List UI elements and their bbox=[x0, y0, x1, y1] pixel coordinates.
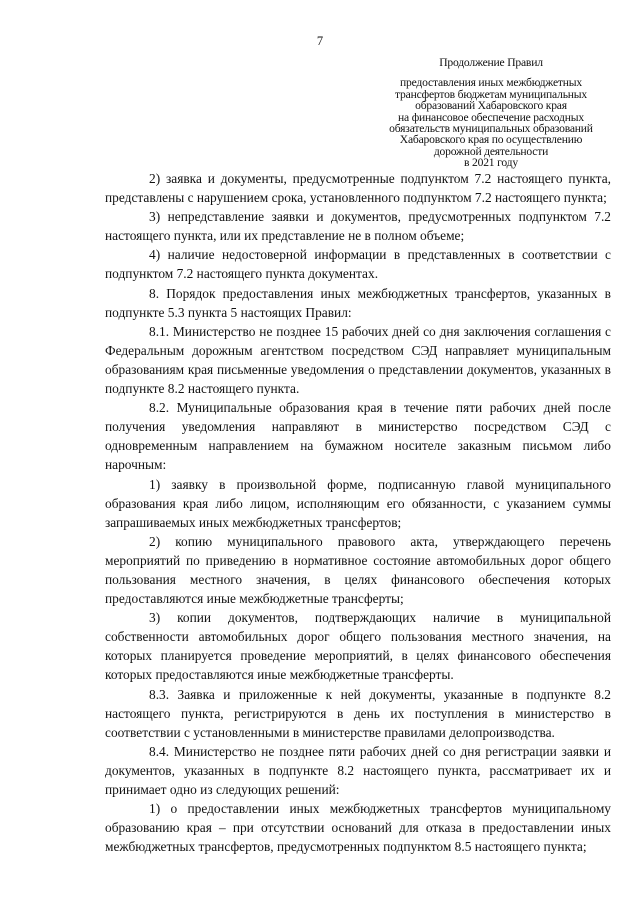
paragraph: 3) непредставление заявки и документов, предусмотренных подпунктом 7.2 настоящего пункта, или их представление не в полном объеме; bbox=[105, 209, 611, 244]
header-line: трансфертов бюджетам муниципальных bbox=[395, 87, 587, 101]
header-continuation: Продолжение Правил bbox=[439, 56, 543, 69]
paragraph: 1) заявку в произвольной форме, подписанную главой муниципального образования края либо лицом, исполняющим его обязанности, с указанием суммы запрашиваемых иных межбюджетных трансфертов; bbox=[105, 476, 611, 530]
header-line: обязательств муниципальных образований bbox=[389, 122, 593, 136]
header-line: в 2021 году bbox=[464, 156, 518, 170]
paragraph: 8.4. Министерство не позднее пяти рабочих дней со дня регистрации заявки и документов, указанных в подпункте 8.2 настоящего пункта, рассматривает их и принимает одно из следующих решений: bbox=[105, 743, 611, 797]
paragraph: 3) копии документов, подтверждающих наличие в муниципальной собственности автомобильных дорог общего пользования местного значения, на которых планируется проведение мероприятий, в целях финансового обеспечения которых предоставляются иные межбюджетные трансферты. bbox=[105, 610, 611, 683]
paragraph: 1) о предоставлении иных межбюджетных трансфертов муниципальному образованию края – при отсутствии оснований для отказа в предоставлении иных межбюджетных трансфертов, предусмотренных подпунктом 8.5 настоящего пункта; bbox=[105, 801, 611, 855]
paragraph: 2) копию муниципального правового акта, утверждающего перечень мероприятий по приведению в нормативное состояние автомобильных дорог общего пользования местного значения, в целях финансового обеспечения которых предоставляются иные межбюджетные трансферты; bbox=[105, 533, 611, 607]
header-line: дорожной деятельности bbox=[433, 144, 549, 158]
header-line: Хабаровского края по осуществлению bbox=[399, 133, 583, 147]
header-line: предоставления иных межбюджетных bbox=[400, 76, 582, 90]
paragraph: 8.3. Заявка и приложенные к ней документы, указанные в подпункте 8.2 настоящего пункта, регистрируются в день их поступления в министерство в соответствии с установленными в министерстве правилами делопроизводства. bbox=[105, 686, 611, 740]
page-number: 7 bbox=[316, 34, 324, 48]
document-header bbox=[372, 57, 610, 169]
paragraph: 4) наличие недостоверной информации в представленных в соответствии с подпунктом 7.2 настоящего пункта документах. bbox=[105, 247, 611, 282]
header-line: на финансовое обеспечение расходных bbox=[398, 110, 584, 124]
header-line: образований Хабаровского края bbox=[415, 99, 567, 113]
paragraph: 8.2. Муниципальные образования края в течение пяти рабочих дней после получения уведомления направляют в министерство посредством СЭД с одновременным направлением на бумажном носителе заказным письмом либо нарочным: bbox=[105, 400, 611, 473]
document-body bbox=[105, 169, 611, 856]
paragraph: 8. Порядок предоставления иных межбюджетных трансфертов, указанных в подпункте 5.3 пункта 5 настоящих Правил: bbox=[105, 285, 611, 320]
paragraph: 8.1. Министерство не позднее 15 рабочих дней со дня заключения соглашения с Федеральным дорожным агентством посредством СЭД направляет муниципальным образованиям края письменные уведомления о представлении документов, указанных в подпункте 8.2 настоящего пункта. bbox=[105, 323, 611, 397]
paragraph: 2) заявка и документы, предусмотренные подпунктом 7.2 настоящего пункта, представлены с нарушением срока, установленного подпунктом 7.2 настоящего пункта; bbox=[105, 171, 611, 206]
